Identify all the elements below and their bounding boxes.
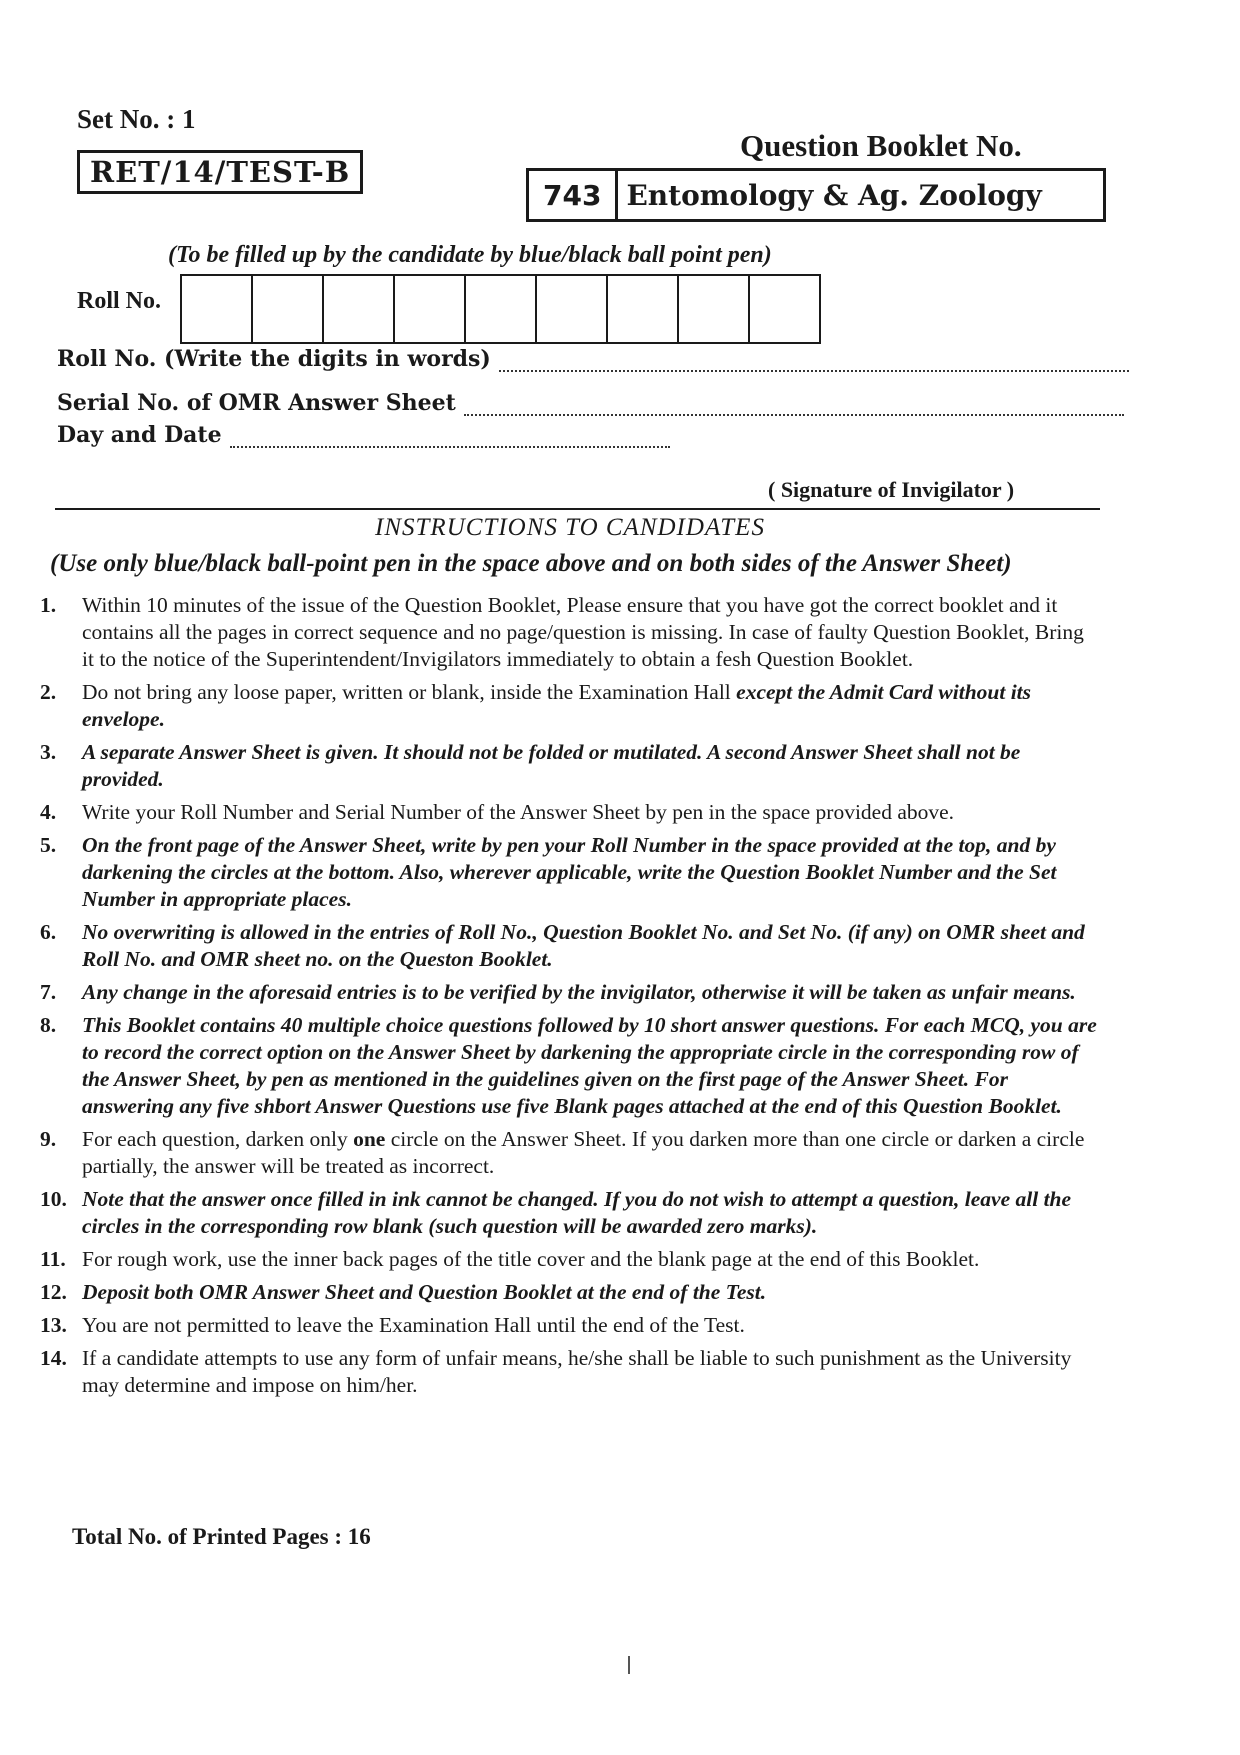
instruction-item [40, 1345, 1100, 1399]
test-code-box: RET/14/TEST-B [77, 150, 363, 194]
instruction-item [40, 1279, 1100, 1306]
booklet-number: 743 [529, 171, 618, 219]
roll-in-words-label: Roll No. (Write the digits in words) [57, 346, 491, 372]
total-printed-pages: Total No. of Printed Pages : 16 [72, 1524, 371, 1549]
instruction-item [40, 1312, 1100, 1339]
roll-digit-box[interactable] [182, 276, 253, 342]
instruction-text-plain: Do not bring any loose paper, written or blank, inside the Examination Hall [82, 680, 737, 704]
instruction-item [40, 799, 1100, 826]
roll-in-words-line[interactable] [499, 366, 1129, 372]
instruction-item [40, 919, 1100, 973]
roll-digit-box[interactable] [466, 276, 537, 342]
instruction-text: If a candidate attempts to use any form of unfair means, he/she shall be liable to such punishment as the University may determine and impose on him/her. [82, 1346, 1072, 1397]
instruction-item [40, 979, 1100, 1006]
set-number: Set No. : 1 [77, 104, 196, 134]
day-date-field[interactable] [57, 422, 670, 448]
roll-number-boxes[interactable] [180, 274, 821, 344]
instruction-number: 12. [40, 1280, 67, 1304]
question-booklet-label: Question Booklet No. [740, 128, 1022, 163]
instruction-text: On the front page of the Answer Sheet, write by pen your Roll Number in the space provided at the top, and by darkening the circles at the bottom. Also, wherever applicable, write the Question Booklet Number and the Set Number in appropriate places. [82, 833, 1057, 911]
instruction-text: A separate Answer Sheet is given. It should not be folded or mutilated. A second Answer Sheet shall not be provided. [82, 740, 1021, 791]
instruction-number: 1. [40, 593, 57, 617]
roll-digit-box[interactable] [395, 276, 466, 342]
instruction-item [40, 832, 1100, 913]
omr-serial-field[interactable] [57, 390, 1124, 416]
omr-serial-label: Serial No. of OMR Answer Sheet [57, 390, 456, 416]
instruction-text-plain: circle on the Answer Sheet. If you darken more than one circle or darken a circle partially, the answer will be treated as incorrect. [82, 1127, 1085, 1178]
instruction-number: 9. [40, 1127, 57, 1151]
instruction-item [40, 592, 1100, 673]
instruction-text: This Booklet contains 40 multiple choice questions followed by 10 short answer questions. For each MCQ, you are to record the correct option on the Answer Sheet by darkening the appropriate circle in the corresponding row of the Answer Sheet, by pen as mentioned in the guidelines given on the first page of the Answer Sheet. For answering any five shbort Answer Questions use five Blank pages attached at the end of this Question Booklet. [82, 1013, 1097, 1118]
instructions-subtitle: (Use only blue/black ball-point pen in the space above and on both sides of the Answer Sheet) [50, 550, 1012, 577]
instruction-number: 8. [40, 1013, 57, 1037]
roll-digit-box[interactable] [253, 276, 324, 342]
instruction-text: Note that the answer once filled in ink cannot be changed. If you do not wish to attempt a question, leave all the circles in the corresponding row blank (such question will be awarded zero marks). [82, 1187, 1072, 1238]
signature-line [55, 508, 1100, 510]
fill-instruction-note: (To be filled up by the candidate by blue/black ball point pen) [168, 242, 772, 268]
instruction-number: 13. [40, 1313, 67, 1337]
instruction-text: You are not permitted to leave the Examination Hall until the end of the Test. [82, 1313, 745, 1337]
instructions-title: INSTRUCTIONS TO CANDIDATES [375, 514, 765, 541]
instruction-number: 6. [40, 920, 57, 944]
instruction-number: 4. [40, 800, 57, 824]
instruction-number: 3. [40, 740, 57, 764]
instruction-number: 2. [40, 680, 57, 704]
roll-digit-box[interactable] [537, 276, 608, 342]
page-mark [628, 1656, 630, 1674]
instruction-number: 11. [40, 1247, 66, 1271]
omr-serial-line[interactable] [464, 410, 1124, 416]
instruction-text-emphasis: except the Admit Card without its envelope. [82, 680, 1032, 731]
instruction-item [40, 1186, 1100, 1240]
subject-name: Entomology & Ag. Zoology [626, 178, 1042, 212]
instruction-text: Any change in the aforesaid entries is to be verified by the invigilator, otherwise it will be taken as unfair means. [82, 980, 1076, 1004]
roll-digit-box[interactable] [750, 276, 821, 342]
instruction-number: 14. [40, 1346, 67, 1370]
instruction-text: For rough work, use the inner back pages of the title cover and the blank page at the end of this Booklet. [82, 1247, 980, 1271]
invigilator-signature-label: ( Signature of Invigilator ) [768, 477, 1015, 502]
instruction-number: 5. [40, 833, 57, 857]
instruction-item [40, 1246, 1100, 1273]
instruction-text [82, 679, 1100, 733]
instruction-text-bold: one [353, 1127, 386, 1151]
instruction-text: No overwriting is allowed in the entries of Roll No., Question Booklet No. and Set No. (if any) on OMR sheet and Roll No. and OMR sheet no. on the Queston Booklet. [82, 920, 1085, 971]
roll-digit-box[interactable] [679, 276, 750, 342]
instruction-item [40, 1012, 1100, 1120]
instruction-text-plain: For each question, darken only [82, 1127, 354, 1151]
roll-number-label: Roll No. [77, 288, 161, 314]
instruction-text [82, 1126, 1100, 1180]
instruction-item [40, 1126, 1100, 1180]
instruction-text: Within 10 minutes of the issue of the Question Booklet, Please ensure that you have got the correct booklet and it contains all the pages in correct sequence and no page/question is missing. In case of faulty Question Booklet, Bring it to the notice of the Superintendent/Invigilators immediately to obtain a fesh Question Booklet. [82, 593, 1084, 671]
question-booklet-box [526, 168, 1106, 222]
instruction-item [40, 679, 1100, 733]
roll-digit-box[interactable] [608, 276, 679, 342]
instruction-number: 7. [40, 980, 57, 1004]
roll-digit-box[interactable] [324, 276, 395, 342]
instruction-text: Deposit both OMR Answer Sheet and Question Booklet at the end of the Test. [82, 1280, 767, 1304]
instruction-text: Write your Roll Number and Serial Number of the Answer Sheet by pen in the space provided above. [82, 800, 955, 824]
day-date-line[interactable] [230, 442, 670, 448]
instructions-list [40, 592, 1100, 1405]
roll-in-words-field[interactable] [57, 346, 1129, 372]
instruction-item [40, 739, 1100, 793]
day-date-label: Day and Date [57, 422, 222, 448]
instruction-number: 10. [40, 1187, 67, 1211]
